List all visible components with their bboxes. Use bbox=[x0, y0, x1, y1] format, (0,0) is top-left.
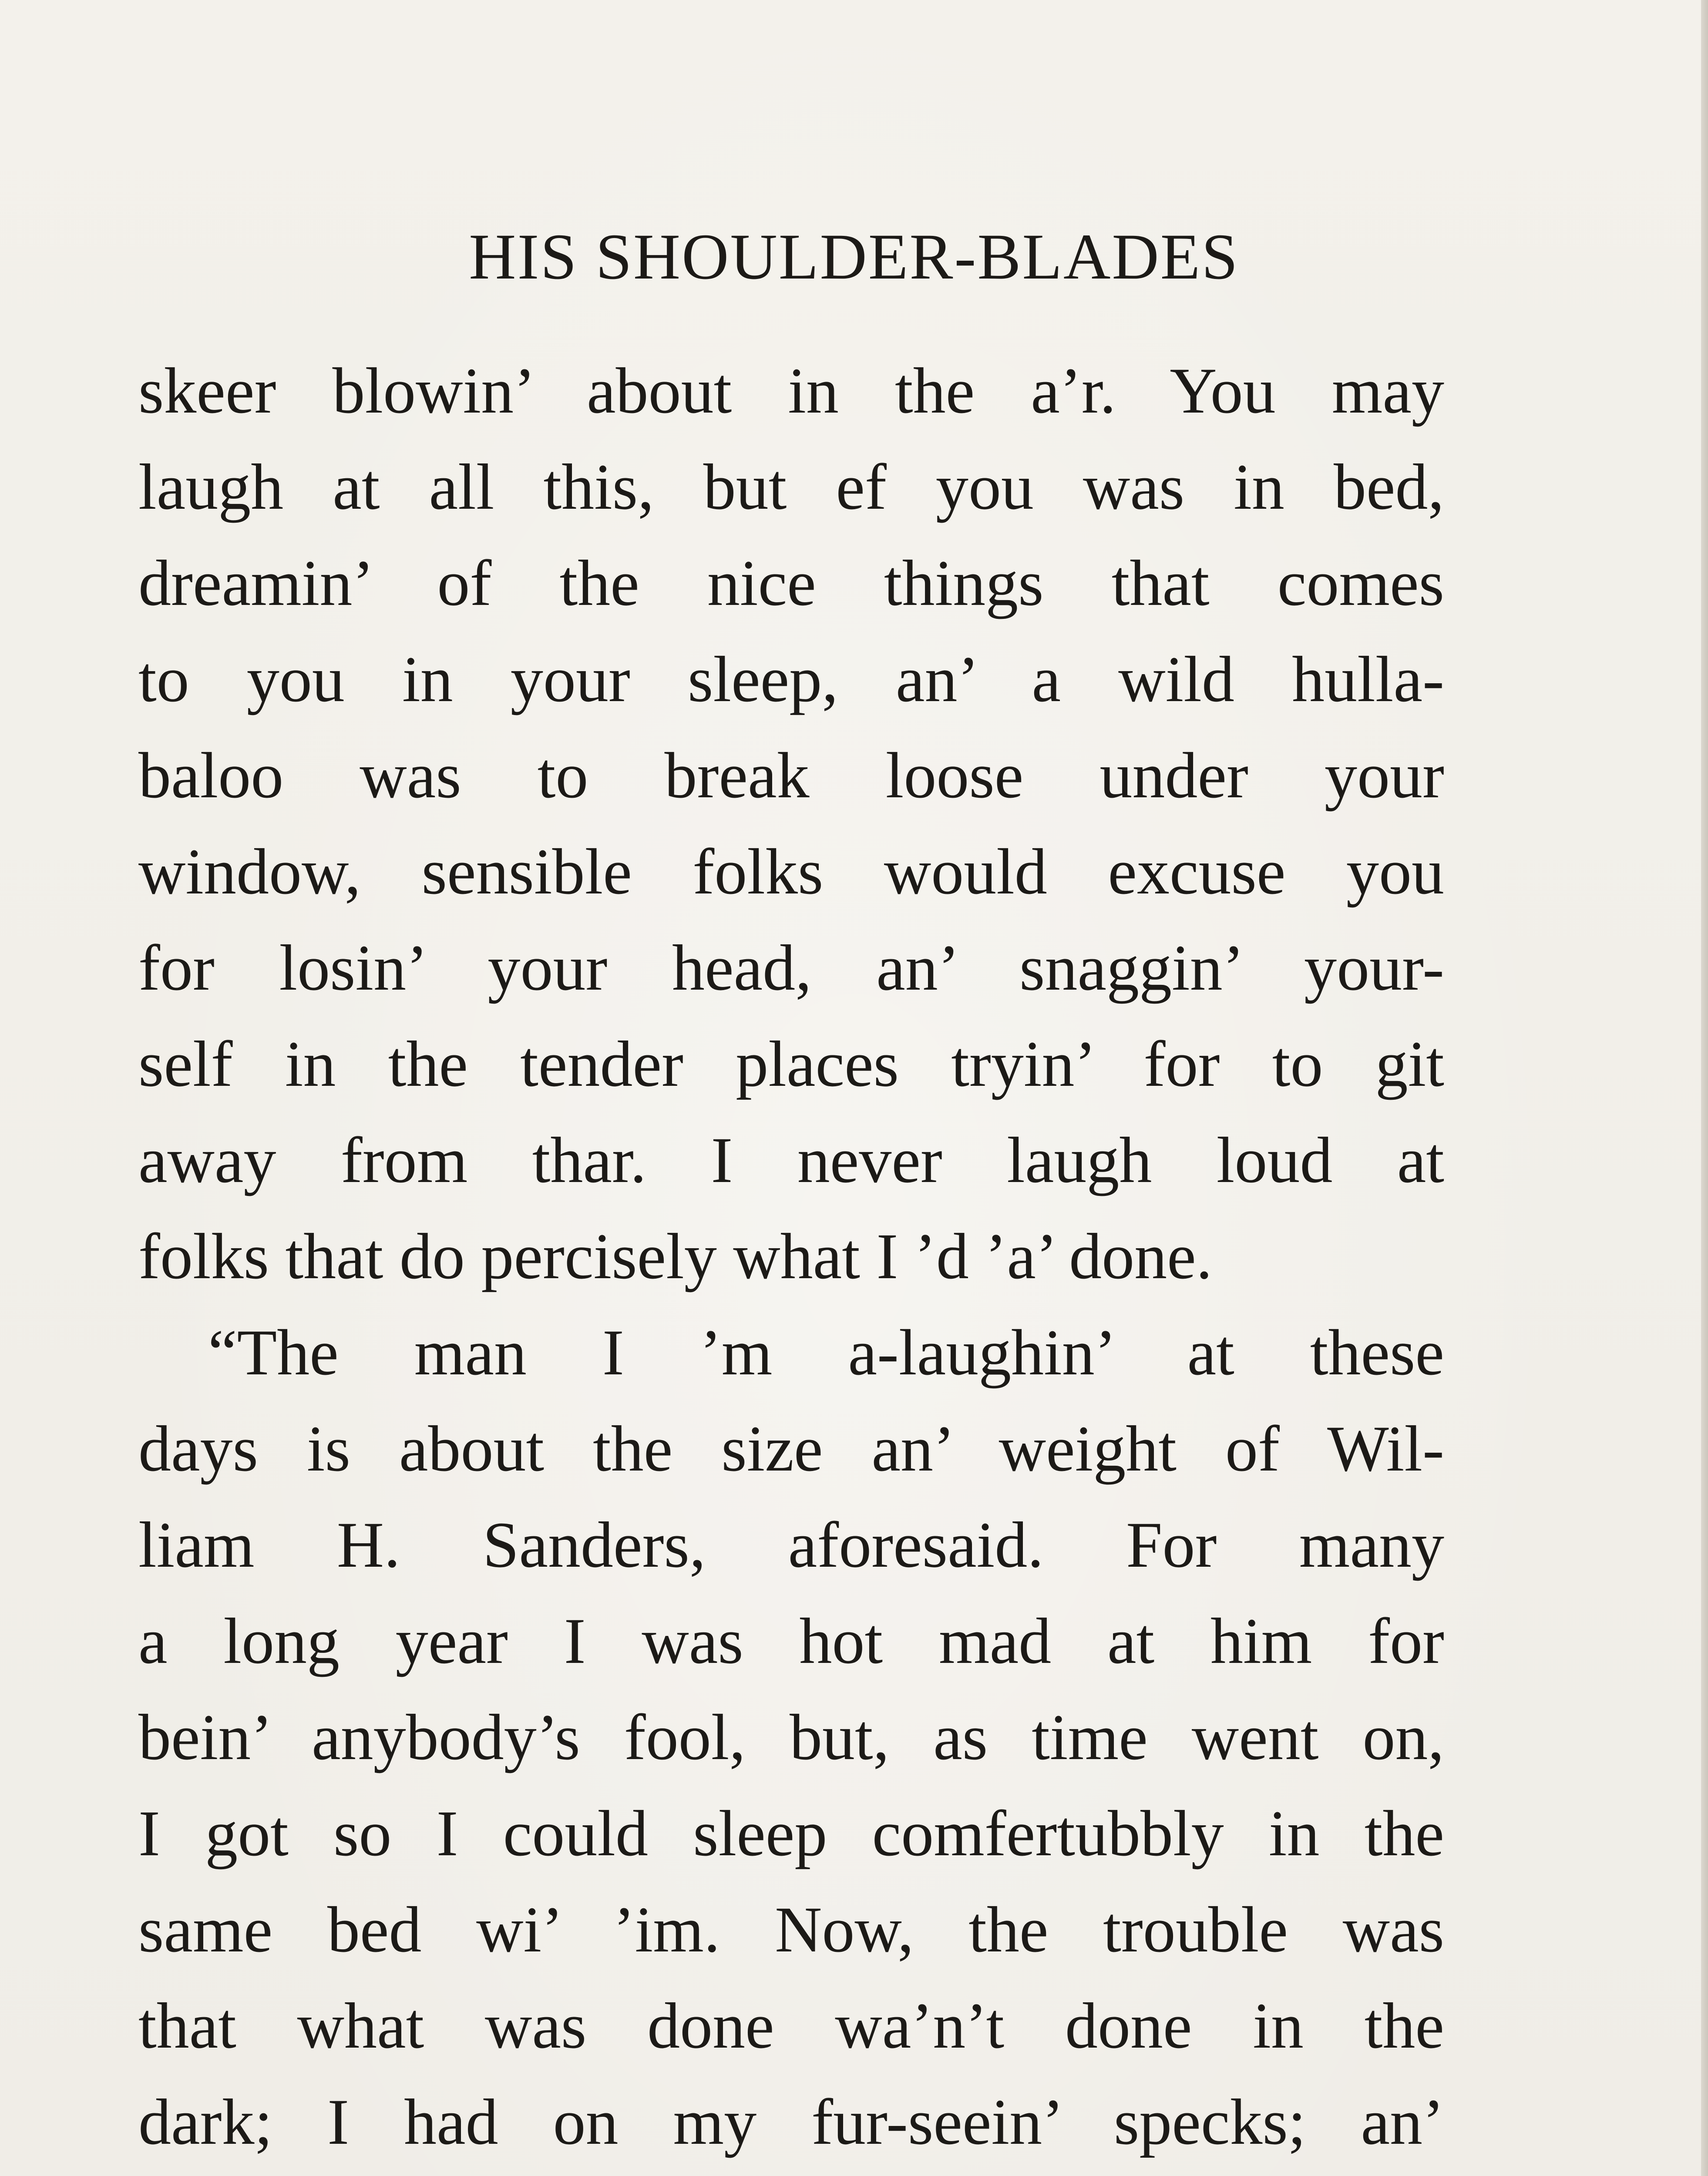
text-line: laugh at all this, but ef you was in bed, bbox=[138, 451, 1444, 523]
text-line: liam H. Sanders, aforesaid. For many bbox=[138, 1509, 1444, 1581]
page-edge bbox=[1701, 0, 1708, 2176]
text-line: self in the tender places tryin’ for to git bbox=[138, 1028, 1444, 1100]
body-text bbox=[138, 343, 1444, 2176]
text-line: dark; I had on my fur-seein’ specks; an’ bbox=[138, 2086, 1444, 2158]
text-line: folks that do percisely what I ’d ’a’ done. bbox=[138, 1220, 1213, 1293]
text-line: window, sensible folks would excuse you bbox=[138, 836, 1444, 908]
text-line: away from thar. I never laugh loud at bbox=[138, 1124, 1444, 1196]
text-line: that what was done wa’n’t done in the bbox=[138, 1990, 1444, 2062]
text-line: days is about the size an’ weight of Wil- bbox=[138, 1413, 1444, 1485]
text-line: same bed wi’ ’im. Now, the trouble was bbox=[138, 1894, 1444, 1966]
text-line: dreamin’ of the nice things that comes bbox=[138, 547, 1444, 619]
text-line: for losin’ your head, an’ snaggin’ your- bbox=[138, 932, 1444, 1004]
text-line bbox=[138, 2170, 1444, 2176]
text-line: baloo was to break loose under your bbox=[138, 739, 1444, 812]
text-line: a long year I was hot mad at him for bbox=[138, 1605, 1444, 1677]
text-line: I got so I could sleep comfertubbly in the bbox=[138, 1797, 1444, 1870]
text-line: to you in your sleep, an’ a wild hulla- bbox=[138, 643, 1444, 715]
text-line: skeer blowin’ about in the a’r. You may bbox=[138, 355, 1444, 427]
text-line: bein’ anybody’s fool, but, as time went on, bbox=[138, 1701, 1444, 1773]
paragraph-start-line: “The man I ’m a-laughin’ at these bbox=[208, 1316, 1444, 1389]
running-head: HIS SHOULDER-BLADES bbox=[469, 221, 1239, 293]
